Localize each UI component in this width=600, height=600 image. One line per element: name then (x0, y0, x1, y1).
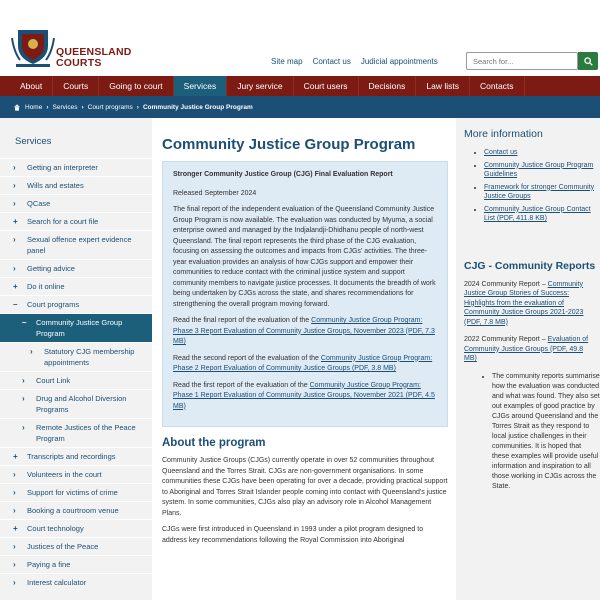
sidebar-item-label: Court technology (27, 524, 84, 533)
contact-us-link[interactable]: Contact us (484, 149, 518, 156)
plus-icon: + (13, 524, 18, 533)
sidebar-item-court-link[interactable] (0, 371, 152, 389)
second-report-pre: Read the second report of the evaluation of the (173, 354, 321, 362)
sidebar-item-expert-panel[interactable] (0, 230, 152, 259)
report-2024 (464, 280, 596, 328)
chevron-right-icon: › (22, 376, 25, 385)
about-paragraph-1: Community Justice Groups (CJGs) currently operate in over 52 communities throughout Queensland and the Torres Strait. CJGs are non-government organisations. In some communities these CJGs have been operating for over a decade, providing practical support to Aboriginal and Torres Strait Islander people coming into contact with Queensland's justice system. In some communities, CJGs also play an advisory role in Alcohol Management Plans. (162, 457, 448, 517)
sidebar-item-statutory-cjg[interactable] (0, 342, 152, 371)
chevron-right-icon: › (13, 542, 16, 551)
nav-law-lists[interactable]: Law lists (416, 76, 470, 96)
chevron-right-icon: › (13, 264, 16, 273)
chevron-right-icon: › (13, 235, 16, 244)
nav-contacts[interactable]: Contacts (470, 76, 525, 96)
sidebar-item-label: Community Justice Group Program (36, 318, 123, 338)
sidebar-item-drug-alcohol[interactable] (0, 389, 152, 418)
sidebar-item-label: Sexual offence expert evidence panel (27, 235, 132, 255)
callout-released: Released September 2024 (173, 189, 257, 197)
chevron-right-icon: › (13, 560, 16, 569)
sidebar-item-label: QCase (27, 199, 51, 208)
minus-icon: – (22, 318, 27, 327)
sidebar-item-online[interactable] (0, 277, 152, 295)
sidebar-item-wills[interactable] (0, 176, 152, 194)
chevron-right-icon: › (46, 103, 49, 111)
sidebar-item-court-programs[interactable] (0, 295, 152, 313)
chevron-right-icon: › (13, 199, 16, 208)
second-report-text (173, 354, 437, 375)
callout-title: Stronger Community Justice Group (CJG) Final Evaluation Report (173, 171, 393, 178)
main-content (162, 118, 448, 600)
coat-of-arms-logo[interactable] (10, 24, 56, 70)
search-button[interactable] (578, 52, 598, 70)
right-sidebar (456, 118, 600, 600)
sidebar-item-label: Court Link (36, 376, 71, 385)
brand-name[interactable] (56, 47, 132, 69)
reports-note: • The community reports summarise how the evaluation was conducted and what was found. They also set out examples of good practice by CJGs around Queensland and the Torres Strait as they respond to local justice challenges in their communities. It is hoped that these examples will provide useful information and inspiration to all those working in CJGs across the State. (492, 372, 600, 492)
first-report-link[interactable]: Community Justice Group Program: Phase 1 Report Evaluation of Community Justice Groups, November 2021 (PDF, 4.5 MB) (173, 381, 435, 410)
chevron-right-icon: › (13, 488, 16, 497)
nav-decisions[interactable]: Decisions (359, 76, 417, 96)
chevron-right-icon: › (13, 163, 16, 172)
list-item (484, 148, 600, 158)
chevron-right-icon: › (13, 506, 16, 515)
sidebar-item-label: Booking a courtroom venue (27, 506, 119, 515)
sidebar-item-cjg-program[interactable] (0, 313, 152, 342)
reports-note-list (464, 372, 600, 492)
sidebar-item-label: Volunteers in the court (27, 470, 102, 479)
breadcrumb-current: Community Justice Group Program (142, 103, 253, 111)
sidebar-item-label: Statutory CJG membership appointments (44, 347, 135, 367)
chevron-right-icon: › (30, 347, 33, 356)
sidebar-item-interpreter[interactable] (0, 158, 152, 176)
sidebar-item-label: Paying a fine (27, 560, 71, 569)
sidebar-item-label: Drug and Alcohol Diversion Programs (36, 394, 127, 414)
sidebar-item-jp[interactable] (0, 537, 152, 555)
breadcrumb (0, 96, 600, 118)
sidebar-title: Services (15, 136, 52, 147)
sidebar-item-qcase[interactable] (0, 194, 152, 212)
more-info-list (464, 148, 600, 224)
sidebar (0, 118, 152, 600)
nav-going-to-court[interactable]: Going to court (99, 76, 173, 96)
sidebar-item-label: Court programs (27, 300, 80, 309)
sidebar-item-label: Support for victims of crime (27, 488, 118, 497)
sidebar-item-volunteers[interactable] (0, 465, 152, 483)
sidebar-item-technology[interactable] (0, 519, 152, 537)
final-report-text (173, 316, 437, 348)
sidebar-item-court-file[interactable] (0, 212, 152, 230)
about-paragraph-2: CJGs were first introduced in Queensland in 1993 under a pilot program designed to address key recommendations following the Royal Commission into Aboriginal (162, 526, 424, 544)
plus-icon: + (13, 282, 18, 291)
contact-list-link[interactable]: Community Justice Group Contact List (PDF, 411.8 KB) (484, 205, 591, 222)
brand-line2: COURTS (56, 57, 102, 69)
brand-line1: QUEENSLAND (56, 46, 132, 58)
page-title: Community Justice Group Program (162, 136, 416, 153)
nav-courts[interactable]: Courts (53, 76, 99, 96)
chevron-right-icon: › (22, 423, 25, 432)
chevron-right-icon: › (136, 103, 139, 111)
sidebar-item-label: Transcripts and recordings (27, 452, 116, 461)
sidebar-item-transcripts[interactable] (0, 447, 152, 465)
report-2022-pre: 2022 Community Report – (464, 336, 548, 343)
second-report-link[interactable]: Community Justice Group Program: Phase 2 Report Evaluation of Community Justice Groups (PDF, 3.8 MB) (173, 354, 433, 372)
chevron-right-icon: › (13, 470, 16, 479)
plus-icon: + (13, 217, 18, 226)
sidebar-item-label: Search for a court file (27, 217, 99, 226)
guidelines-link[interactable]: Community Justice Group Program Guidelines (484, 161, 594, 178)
sidebar-item-label: Wills and estates (27, 181, 84, 190)
contact-us-link[interactable]: Contact us (312, 57, 351, 66)
sidebar-item-label: Do it online (27, 282, 65, 291)
more-info-heading: More information (464, 128, 543, 140)
breadcrumb-home[interactable]: Home (25, 103, 43, 111)
sidebar-item-venue[interactable] (0, 501, 152, 519)
sidebar-item-victims[interactable] (0, 483, 152, 501)
chevron-right-icon: › (81, 103, 84, 111)
nav-jury-service[interactable]: Jury service (227, 76, 293, 96)
report-2022-link[interactable]: Evaluation of Community Justice Groups (PDF, 49.8 MB) (464, 336, 589, 362)
sidebar-item-label: Remote Justices of the Peace Program (36, 423, 136, 443)
home-icon (13, 104, 21, 111)
first-report-text (173, 381, 437, 413)
report-2022 (464, 335, 596, 364)
report-2024-pre: 2024 Community Report – (464, 280, 548, 288)
framework-link[interactable]: Framework for stronger Community Justice Groups (484, 183, 595, 200)
sidebar-item-label: Getting advice (27, 264, 75, 273)
minus-icon: – (13, 300, 18, 309)
chevron-right-icon: › (13, 181, 16, 190)
report-2024-link[interactable]: Community Justice Group Stories of Success: Highlights from the evaluation of Community Justice Groups 2021-2023 (PDF, 7.8 MB) (464, 280, 584, 326)
site-header (0, 0, 600, 76)
chevron-right-icon: › (13, 578, 16, 587)
search-input[interactable] (466, 52, 578, 70)
plus-icon: + (13, 452, 18, 461)
search-icon (584, 57, 593, 66)
list-item (484, 183, 600, 202)
callout-paragraph: The final report of the independent evaluation of the Queensland Community Justice Group Program is now available. The evaluation was conducted by Myuma, a social enterprise owned and managed by the Indjalandji-Dhidhanu people of north-west Queensland. The final report represents the third phase of the CJG evaluation, focusing on assessing the outcomes and impacts from CJGs' activities. The three-year evaluation provides an analysis of how CJGs support and empower their communities to reduce contact with the criminal justice system and support community members to navigate justice processes. It documents the breadth of work being undertaken by CJGs across the state, and shares recommendations for strengthening the overall program moving forward. (173, 206, 436, 308)
breadcrumb-court-programs[interactable]: Court programs (87, 103, 133, 111)
sitemap-link[interactable]: Site map (271, 57, 303, 66)
nav-court-users[interactable]: Court users (294, 76, 359, 96)
sidebar-item-interest[interactable] (0, 573, 152, 591)
nav-services[interactable]: Services (174, 76, 228, 96)
main-nav (0, 76, 600, 96)
sidebar-item-fine[interactable] (0, 555, 152, 573)
breadcrumb-services[interactable]: Services (52, 103, 78, 111)
sidebar-item-advice[interactable] (0, 259, 152, 277)
final-report-link[interactable]: Community Justice Group Program: Phase 3 Report Evaluation of Community Justice Groups, November 2023 (PDF, 7.3 MB) (173, 317, 435, 345)
utility-links (271, 57, 438, 66)
chevron-right-icon: › (22, 394, 25, 403)
community-reports-heading: CJG - Community Reports (464, 259, 596, 272)
sidebar-item-remote-jp[interactable] (0, 418, 152, 447)
list-item (484, 161, 600, 180)
final-report-pre: Read the final report of the evaluation of the (173, 317, 312, 324)
list-item (484, 205, 600, 224)
nav-about[interactable]: About (10, 76, 53, 96)
sidebar-item-label: Justices of the Peace (27, 542, 99, 551)
evaluation-callout (162, 161, 448, 427)
judicial-appointments-link[interactable]: Judicial appointments (360, 57, 438, 66)
first-report-pre: Read the first report of the evaluation of the (173, 381, 310, 389)
sidebar-item-label: Getting an interpreter (27, 163, 98, 172)
about-heading: About the program (162, 437, 266, 449)
sidebar-item-label: Interest calculator (27, 578, 87, 587)
